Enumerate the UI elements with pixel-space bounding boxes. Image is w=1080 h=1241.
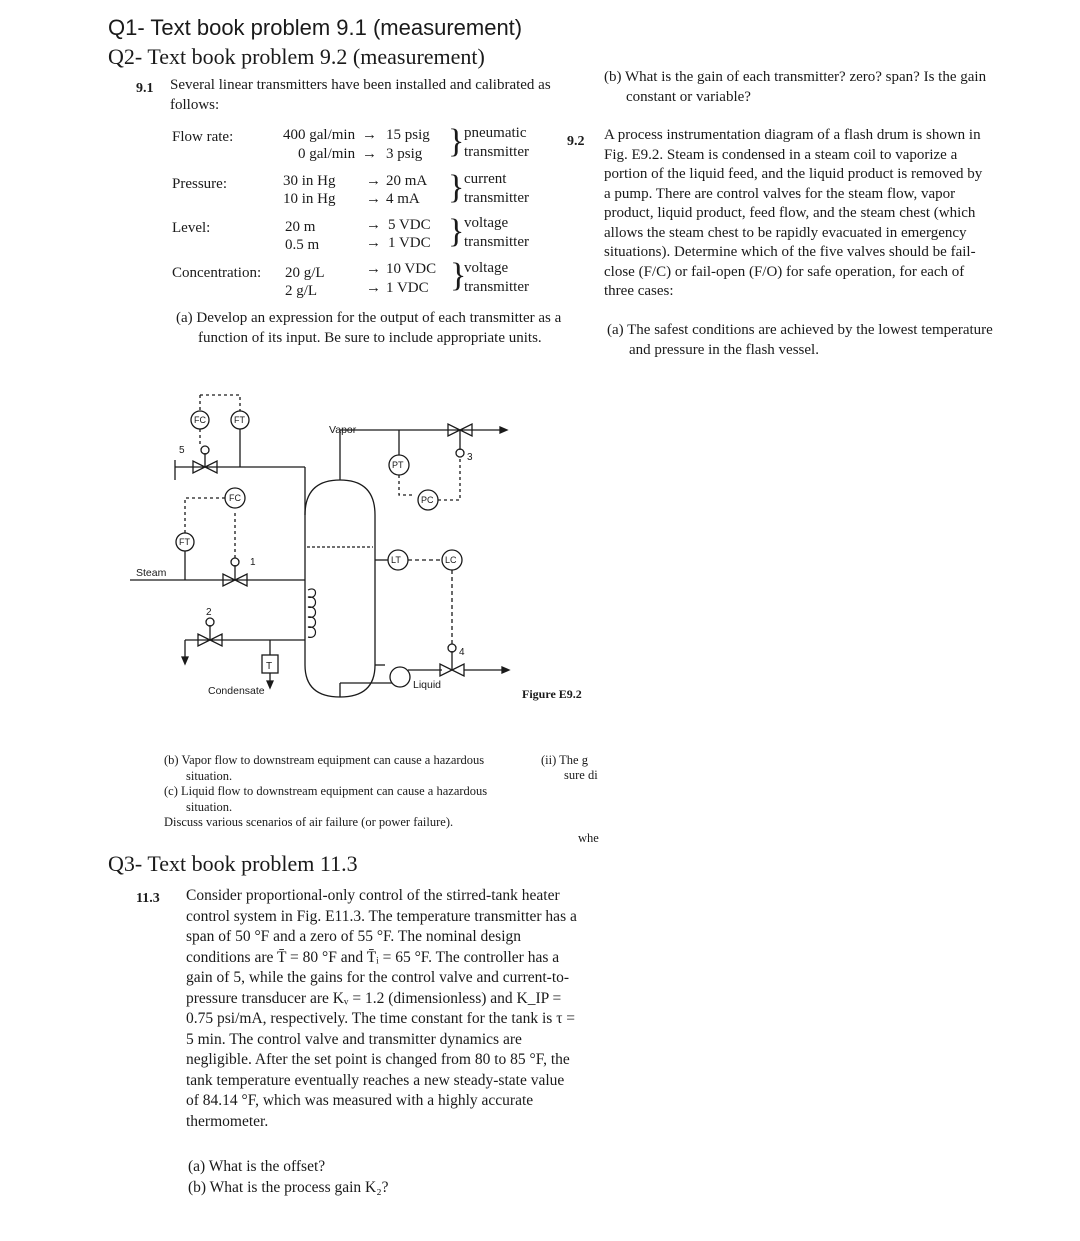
transmitter-word: transmitter — [464, 279, 529, 295]
valve-5-label: 5 — [179, 445, 185, 456]
transmitter-type: pneumatic — [464, 125, 527, 141]
t-label: T — [266, 661, 273, 672]
steam-coil — [308, 589, 316, 637]
pc-label: PC — [421, 495, 434, 505]
transmitter-word: transmitter — [464, 144, 529, 160]
problem-9-1-intro: Several linear transmitters have been installed and calibrated as follows: — [170, 77, 551, 113]
output-high: 10 VDC — [386, 261, 437, 277]
problem-9-2-part-a: (a) The safest conditions are achieved by the lowest temperature and pressure in the flash vessel. — [607, 322, 993, 358]
fc-label-2: FC — [229, 493, 241, 503]
output-low: 3 psig — [386, 146, 423, 162]
problem-9-2-part-b: (b) Vapor flow to downstream equipment can cause a hazardous situation. — [164, 753, 485, 783]
condensate-label: Condensate — [208, 685, 265, 697]
steam-label: Steam — [136, 567, 167, 579]
valve-4-label: 4 — [459, 647, 465, 658]
figure-caption: Figure E9.2 — [522, 687, 582, 701]
valve-1-label: 1 — [250, 557, 256, 568]
output-low: 4 mA — [386, 191, 420, 207]
ft-label-2: FT — [179, 537, 190, 547]
flash-drum-diagram — [130, 385, 610, 710]
pt-label: PT — [392, 460, 404, 470]
row-label: Pressure: — [172, 176, 227, 192]
problem-11-3-text: Consider proportional-only control of the stirred-tank heater control system in Fig. E11.3. The temperature transmitter has a span of 50 °F and a zero of 55 °F. The nominal design conditions are T̄ = 80 °F and T̄ᵢ = 65 °F. The controller has a gain of 5, while the gains for the control valve and current-to-pressure transducer are Kᵥ = 1.2 (dimensionless) and K_IP = 0.75 psi/mA, respectively. The time constant for the tank is τ = 5 min. The control valve and transmitter dynamics are negligible. After the set point is changed from 80 to 85 °F, the tank temperature eventually reaches a new steady-state value of 84.14 °F, which was measured with a highly accurate thermometer. — [186, 887, 577, 1130]
problem-9-2-number: 9.2 — [567, 134, 585, 149]
output-high: 15 psig — [386, 127, 430, 143]
transmitter-type: voltage — [464, 260, 509, 276]
q1-heading: Q1- Text book problem 9.1 (measurement) — [108, 15, 523, 40]
transmitter-word: transmitter — [464, 190, 529, 206]
liquid-label: Liquid — [413, 679, 442, 691]
valve-2-label: 2 — [206, 607, 212, 618]
problem-9-2-part-c: (c) Liquid flow to downstream equipment can cause a hazardous situation. — [164, 784, 488, 814]
fragment-3: whe — [578, 831, 599, 845]
input-high: 20 g/L — [285, 265, 325, 281]
row-label: Concentration: — [172, 265, 262, 281]
lc-label: LC — [445, 555, 457, 565]
fc-label: FC — [194, 415, 206, 425]
flash-drum — [305, 480, 375, 697]
output-high: 20 mA — [386, 173, 428, 189]
ft-label: FT — [234, 415, 245, 425]
q3-heading: Q3- Text book problem 11.3 — [108, 851, 358, 876]
problem-11-3-part-a: (a) What is the offset? — [188, 1158, 326, 1175]
vapor-label: Vapor — [329, 424, 357, 436]
input-high: 30 in Hg — [283, 173, 336, 189]
q2-heading: Q2- Text book problem 9.2 (measurement) — [108, 44, 485, 69]
problem-9-1-number: 9.1 — [136, 81, 154, 96]
output-low: 1 VDC — [388, 235, 431, 251]
input-low: 2 g/L — [285, 283, 318, 299]
input-high: 20 m — [285, 219, 316, 235]
fragment-2: sure di — [564, 768, 598, 782]
input-low: 0 gal/min — [298, 146, 356, 162]
row-label: Level: — [172, 220, 211, 236]
input-high: 400 gal/min — [283, 127, 356, 143]
transmitter-word: transmitter — [464, 234, 529, 250]
transmitter-type: voltage — [464, 215, 509, 231]
problem-9-2-discuss: Discuss various scenarios of air failure (or power failure). — [164, 815, 454, 829]
problem-9-1-part-b: (b) What is the gain of each transmitter? zero? span? Is the gain constant or variable? — [604, 69, 987, 105]
lt-label: LT — [391, 555, 401, 565]
output-high: 5 VDC — [388, 217, 431, 233]
row-label: Flow rate: — [172, 129, 234, 145]
problem-11-3-part-b: (b) What is the process gain K₂? — [188, 1179, 389, 1196]
pump — [390, 667, 410, 687]
input-low: 0.5 m — [285, 237, 320, 253]
problem-9-2-text: A process instrumentation diagram of a flash drum is shown in Fig. E9.2. Steam is condensed in a steam coil to vaporize a portion of the liquid feed, and the liquid product is removed by a pump. There are control valves for the steam flow, vapor product, liquid product, feed flow, and the steam chest (which allows the steam chest to be rapidly evacuated in emergency situations). Determine which of the five valves should be fail-close (F/C) or fail-open (F/O) for safe operation, for each of three cases: — [604, 127, 983, 299]
problem-9-1-part-a: (a) Develop an expression for the output of each transmitter as a function of its input. Be sure to include appropriate units. — [176, 310, 562, 346]
output-low: 1 VDC — [386, 280, 429, 296]
input-low: 10 in Hg — [283, 191, 336, 207]
problem-11-3-number: 11.3 — [136, 891, 160, 906]
transmitter-type: current — [464, 171, 507, 187]
valve-3-label: 3 — [467, 452, 473, 463]
fragment-1: (ii) The g — [541, 753, 588, 767]
